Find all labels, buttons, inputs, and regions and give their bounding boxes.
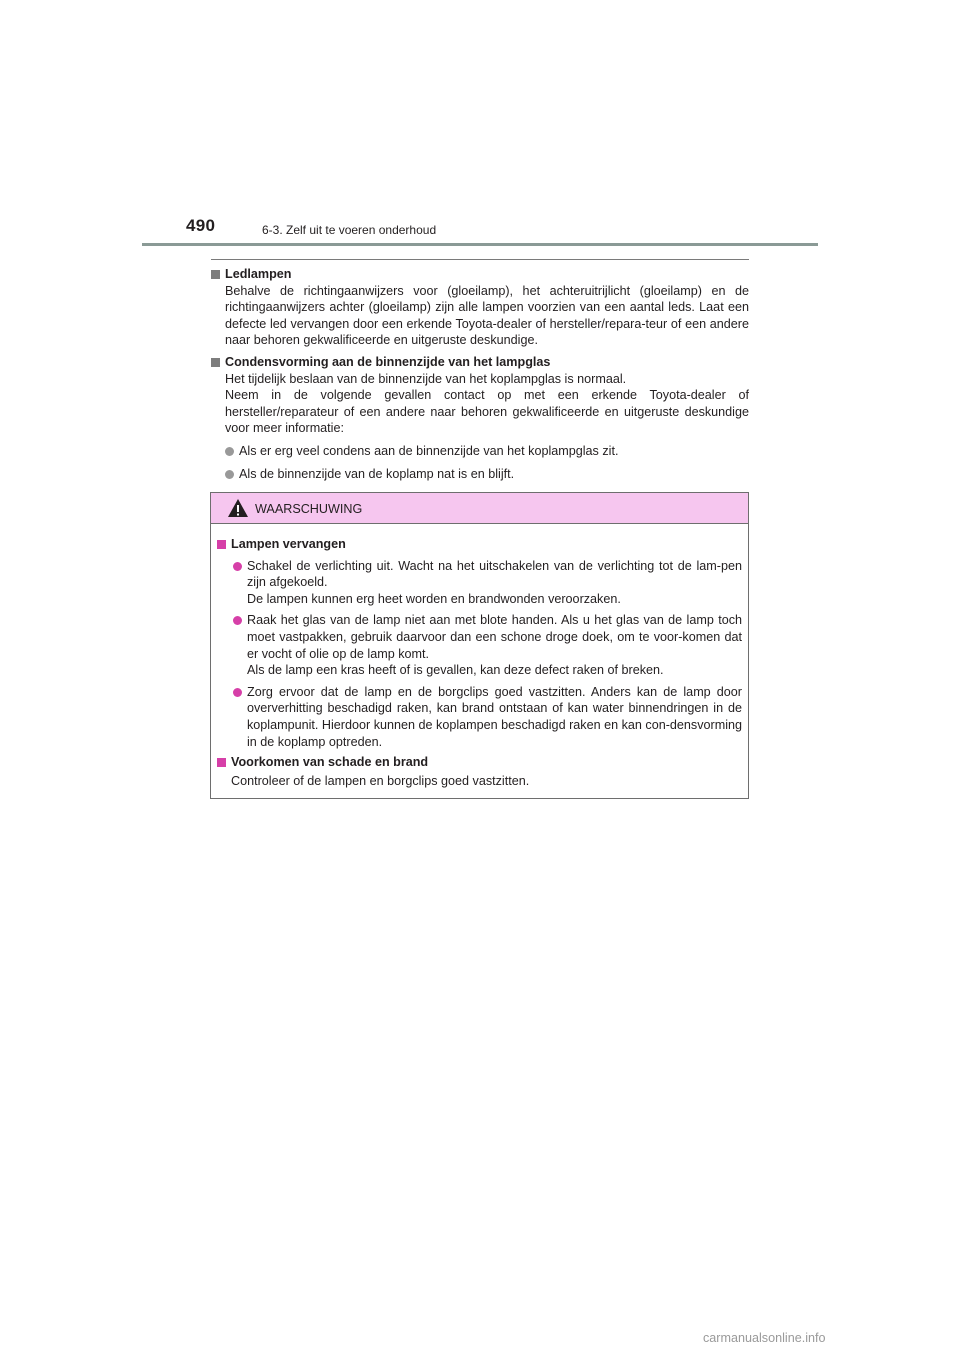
warning-header [211,493,748,524]
list-item [211,466,749,483]
warning-heading [217,754,742,771]
paragraph-line: Het tijdelijk beslaan van de binnenzijde van het koplampglas is normaal. [225,371,627,386]
round-bullet-icon [233,562,242,571]
round-bullet-icon [233,616,242,625]
paragraph-line: Neem in de volgende gevallen contact op met een erkende Toyota-dealer of hersteller/reparateur of een andere naar behoren gekwalificeerde en uitgeruste deskundige voor meer informatie: [225,388,749,436]
warning-heading [217,536,742,553]
heading-text: Voorkomen van schade en brand [231,755,429,770]
warning-list-item [217,558,742,608]
warning-line: De lampen kunnen erg heet worden en brandwonden veroorzaken. [247,591,621,606]
list-item [211,443,749,460]
warning-box [210,492,749,799]
warning-line: Schakel de verlichting uit. Wacht na het uitschakelen van de verlichting tot de lam-pen zijn afgekoeld. [247,558,742,590]
warning-line: Als de lamp een kras heeft of is gevallen, kan deze defect raken of breken. [247,663,664,678]
section-ledlampen [211,266,749,349]
warning-line: Raak het glas van de lamp niet aan met blote handen. Als u het glas van de lamp toch moet vastpakken, gebruik daarvoor dan een schone droge doek, om te voor-komen dat er vocht of olie op de lamp komt. [247,613,742,661]
watermark: carmanualsonline.info [703,1331,826,1345]
square-bullet-icon [217,758,226,767]
page-number: 490 [186,216,216,235]
section-paragraph: Behalve de richtingaanwijzers voor (gloeilamp), het achteruitrijlicht (gloeilamp) en de richtingaanwijzers achter (gloeilamp) zijn alle lampen voorzien van een aantal leds. Laat een defecte led vervangen door een erkende Toyota-dealer of hersteller/repara-teur of een andere naar behoren gekwalificeerde en uitgeruste deskundige. [225,283,749,348]
section-heading [211,354,749,371]
warning-title: WAARSCHUWING [255,502,363,516]
list-item-text: Als de binnenzijde van de koplamp nat is en blijft. [239,466,515,481]
warning-triangle-icon [227,498,249,518]
content-rule [211,259,749,260]
warning-body [211,524,748,789]
square-bullet-icon [211,270,220,279]
round-bullet-icon [233,688,242,697]
heading-text: Ledlampen [225,267,292,281]
list-item-text: Als er erg veel condens aan de binnenzijde van het koplampglas zit. [239,443,619,458]
heading-text: Lampen vervangen [231,537,346,551]
header-rule [142,243,818,246]
warning-line: Zorg ervoor dat de lamp en de borgclips goed vastzitten. Anders kan de lamp door oververhitting beschadigd raken, kan brand ontstaan of kan water binnendringen in de koplampunit. Hierdoor kunnen de koplampen beschadigd raken en kan con-densvorming in de koplamp optreden. [247,684,742,749]
main-content [211,266,749,487]
heading-text: Condensvorming aan de binnenzijde van het lampglas [225,354,551,369]
section-paragraph [211,371,749,437]
chapter-title: 6-3. Zelf uit te voeren onderhoud [262,223,437,237]
warning-paragraph: Controleer of de lampen en borgclips goed vastzitten. [231,773,530,788]
square-bullet-icon [211,358,220,367]
square-bullet-icon [217,540,226,549]
round-bullet-icon [225,447,234,456]
round-bullet-icon [225,470,234,479]
warning-list-item [217,684,742,750]
section-heading [211,266,749,283]
warning-list-item [217,612,742,678]
section-condensvorming [211,354,749,482]
